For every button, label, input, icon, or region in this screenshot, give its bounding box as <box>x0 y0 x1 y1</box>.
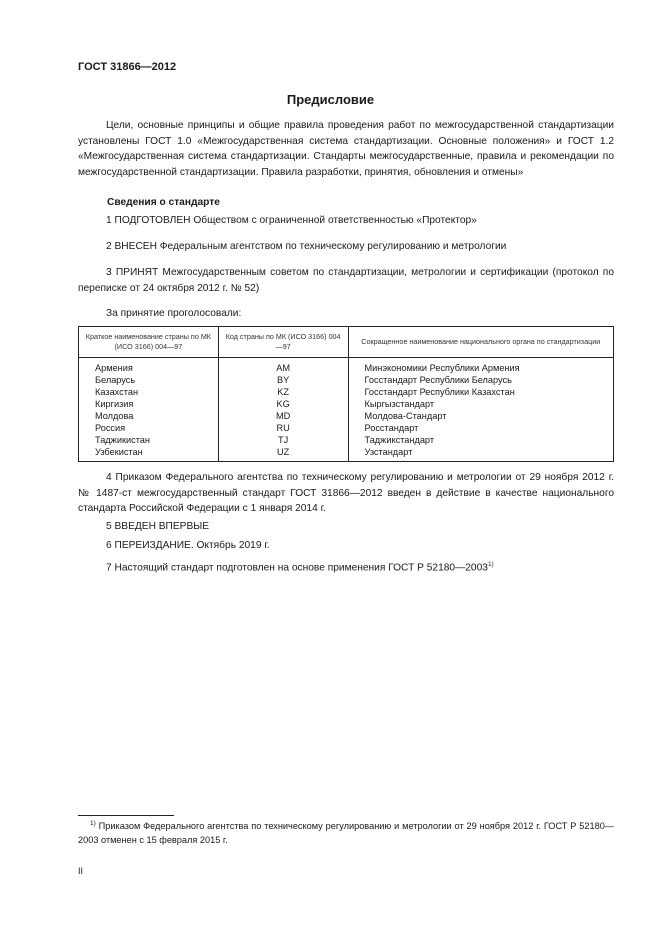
country-code: KG <box>218 398 348 410</box>
agency-name: Росстандарт <box>348 422 614 434</box>
item-5: 5 ВВЕДЕН ВПЕРВЫЕ <box>106 521 210 532</box>
agency-name: Узстандарт <box>348 446 614 462</box>
footnote-divider <box>78 815 174 816</box>
table-row <box>79 374 614 386</box>
agency-name: Таджикстандарт <box>348 434 614 446</box>
country-name: Армения <box>79 358 219 375</box>
country-code: AM <box>218 358 348 375</box>
intro-paragraph: Цели, основные принципы и общие правила проведения работ по межгосударственной стандартизации установлены ГОСТ 1.0 «Межгосударственная система стандартизации. Основные положения» и ГОСТ 1.2 «Межгосударственная система стандартизации. Стандарты межгосударственные, правила и рекомендации по межгосударственной стандартизации. Правила разработки, принятия, обновления и отмены» <box>78 120 614 178</box>
footnote-text: Приказом Федерального агентства по техническому регулированию и метрологии от 29 ноября 2012 г. ГОСТ Р 52180—2003 отменен с 15 февраля 2015 г. <box>78 821 614 845</box>
item-2: 2 ВНЕСЕН Федеральным агентством по техническому регулированию и метрологии <box>106 241 507 252</box>
footnote <box>78 817 614 847</box>
agency-name: Молдова-Стандарт <box>348 410 614 422</box>
country-code: BY <box>218 374 348 386</box>
country-name: Таджикистан <box>79 434 219 446</box>
table-row <box>79 358 614 375</box>
table-row <box>79 422 614 434</box>
table-row <box>79 386 614 398</box>
footnote-mark: 1) <box>90 820 96 827</box>
item-4: 4 Приказом Федерального агентства по техническому регулированию и метрологии от 29 ноября 2012 г. № 1487-ст межгосударственный стандарт ГОСТ 31866—2012 введен в действие в качестве национального стандарта Российской Федерации с 1 января 2014 г. <box>78 472 614 514</box>
footnote-reference: 1) <box>487 561 494 568</box>
country-code: UZ <box>218 446 348 462</box>
item-7 <box>78 557 614 576</box>
country-code: RU <box>218 422 348 434</box>
column-header-code: Код страны по МК (ИСО 3166) 004—97 <box>218 327 348 358</box>
country-code: KZ <box>218 386 348 398</box>
voted-label: За принятие проголосовали: <box>106 308 242 319</box>
column-header-country: Краткое наименование страны по МК (ИСО 3166) 004—97 <box>79 327 219 358</box>
item-3: 3 ПРИНЯТ Межгосударственным советом по стандартизации, метрологии и сертификации (протокол по переписке от 24 октября 2012 г. № 52) <box>78 267 614 294</box>
page-number: II <box>78 866 84 876</box>
table-row <box>79 434 614 446</box>
voting-table <box>78 326 614 462</box>
document-code: ГОСТ 31866—2012 <box>78 61 177 73</box>
item-1: 1 ПОДГОТОВЛЕН Обществом с ограниченной ответственностью «Протектор» <box>106 215 477 226</box>
country-name: Узбекистан <box>79 446 219 462</box>
page-title: Предисловие <box>286 92 375 107</box>
item-6: 6 ПЕРЕИЗДАНИЕ. Октябрь 2019 г. <box>106 540 270 551</box>
country-name: Россия <box>79 422 219 434</box>
about-standard-heading: Сведения о стандарте <box>107 197 220 208</box>
agency-name: Кыргызстандарт <box>348 398 614 410</box>
country-name: Казахстан <box>79 386 219 398</box>
table-row <box>79 446 614 462</box>
item-7-text: 7 Настоящий стандарт подготовлен на основе применения ГОСТ Р 52180—2003 <box>106 562 488 574</box>
agency-name: Госстандарт Республики Казахстан <box>348 386 614 398</box>
agency-name: Минэкономики Республики Армения <box>348 358 614 375</box>
table-row <box>79 410 614 422</box>
column-header-agency: Сокращенное наименование национального органа по стандартизации <box>348 327 614 358</box>
country-name: Беларусь <box>79 374 219 386</box>
table-row <box>79 398 614 410</box>
country-name: Молдова <box>79 410 219 422</box>
table-header-row <box>79 327 614 358</box>
agency-name: Госстандарт Республики Беларусь <box>348 374 614 386</box>
country-code: MD <box>218 410 348 422</box>
country-code: TJ <box>218 434 348 446</box>
country-name: Киргизия <box>79 398 219 410</box>
